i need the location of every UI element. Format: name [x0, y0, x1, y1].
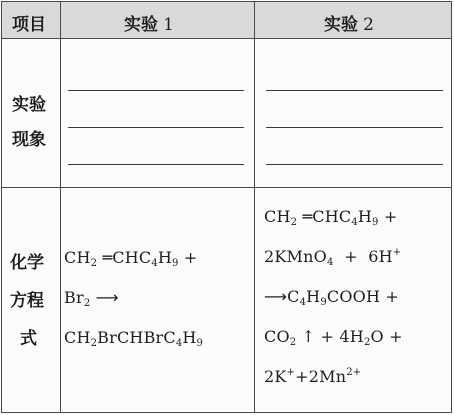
col-divider-2 [254, 2, 255, 412]
reaction-arrow-icon: ⟶ [95, 288, 119, 307]
header-exp2-word: 实验 [324, 15, 358, 35]
answer-line-exp1-3[interactable] [68, 164, 244, 165]
reaction-arrow-icon: ⟶ [264, 287, 288, 306]
exp2-equation-line-2: 2KMnO$_4$ + 6H+ [264, 247, 402, 268]
row-label-equation-2: 方程 [10, 291, 44, 311]
answer-line-exp2-1[interactable] [266, 90, 443, 91]
exp1-equation-line-2: $Br_2$ ⟶ [64, 288, 119, 309]
row-label-phenomenon-2: 现象 [12, 130, 46, 150]
exp2-equation-line-4: $CO_2$ ↑ + $4H_2O$ + [264, 327, 403, 348]
header-exp2-num: 2 [363, 15, 374, 35]
header-exp1-num: 1 [163, 15, 174, 35]
col-divider-1 [60, 2, 61, 412]
exp2-equation-line-1: $CH_2$ $═CHC_4H_9$ + [264, 207, 398, 228]
row-label-equation-3: 式 [20, 329, 37, 349]
answer-line-exp1-1[interactable] [68, 90, 244, 91]
experiment-table [1, 1, 452, 413]
header-exp1 [124, 10, 174, 35]
row-divider [2, 187, 451, 188]
row-label-phenomenon-1: 实验 [12, 95, 46, 115]
table-header-row [2, 2, 451, 39]
header-exp2 [324, 10, 374, 35]
row-label-equation-1: 化学 [10, 253, 44, 273]
header-exp1-word: 实验 [124, 15, 158, 35]
header-item: 项目 [12, 15, 46, 35]
exp1-equation-line-1: $CH_2$ $═CHC_4H_9$ + [64, 248, 198, 269]
answer-line-exp2-3[interactable] [266, 164, 443, 165]
exp2-equation-line-5: $2K^++2Mn^{2+}$ [264, 367, 362, 386]
exp1-equation-line-3: $CH_2BrCHBrC_4H_9$ [64, 328, 204, 349]
answer-line-exp2-2[interactable] [266, 127, 443, 128]
exp2-equation-line-3: $⟶C_4H_9COOH$ + [264, 287, 399, 308]
answer-line-exp1-2[interactable] [68, 127, 244, 128]
